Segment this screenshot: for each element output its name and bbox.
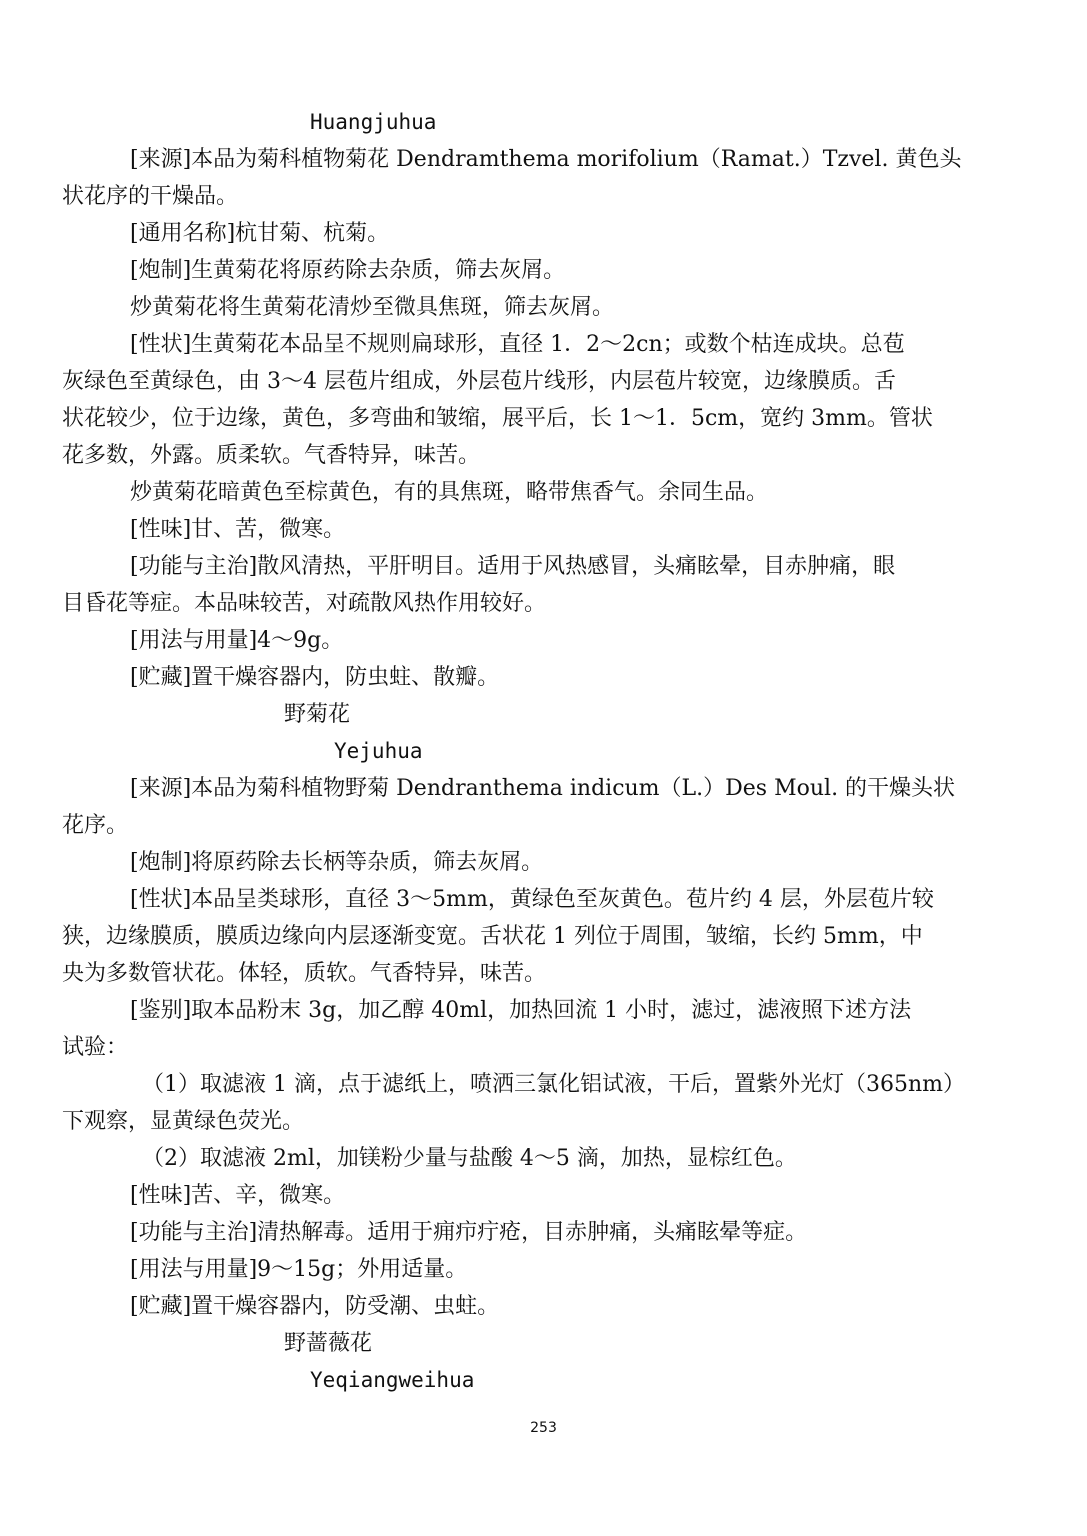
paragraph-line: 目昏花等症。本品味较苦，对疏散风热作用较好。: [62, 591, 547, 616]
paragraph-line: [鉴别]取本品粉末 3g，加乙醇 40ml，加热回流 1 小时，滤过，滤液照下述方法: [130, 998, 912, 1023]
paragraph-line: 狭，边缘膜质，膜质边缘向内层逐渐变宽。舌状花 1 列位于周围，皱缩，长约 5mm，中: [62, 924, 923, 949]
paragraph-line: [来源]本品为菊科植物菊花 Dendramthema morifolium（Ramat.）Tzvel. 黄色头: [130, 147, 962, 172]
paragraph-line: [用法与用量]9～15g；外用适量。: [130, 1257, 468, 1282]
paragraph-line: 炒黄菊花将生黄菊花清炒至微具焦斑，筛去灰屑。: [130, 295, 615, 320]
pinyin-title-yejuhua: Yejuhua: [334, 739, 423, 763]
paragraph-line: [性状]本品呈类球形，直径 3～5mm，黄绿色至灰黄色。苞片约 4 层，外层苞片较: [130, 887, 934, 912]
paragraph-line: [炮制]生黄菊花将原药除去杂质，筛去灰屑。: [130, 258, 566, 283]
paragraph-line: （1）取滤液 1 滴，点于滤纸上，喷洒三氯化铝试液，干后，置紫外光灯（365nm）: [142, 1072, 966, 1097]
entry-heading-yejuhua: 野菊花: [284, 702, 351, 727]
paragraph-line: 央为多数管状花。体轻，质软。气香特异，味苦。: [62, 961, 547, 986]
paragraph-line: 状花序的干燥品。: [62, 184, 239, 209]
paragraph-line: 下观察，显黄绿色荧光。: [62, 1109, 305, 1134]
paragraph-line: [通用名称]杭甘菊、杭菊。: [130, 221, 390, 246]
paragraph-line: [用法与用量]4～9g。: [130, 628, 344, 653]
paragraph-line: [性味]苦、辛，微寒。: [130, 1183, 346, 1208]
paragraph-line: 花多数，外露。质柔软。气香特异，味苦。: [62, 443, 481, 468]
entry-heading-yeqiangweihua: 野蔷薇花: [284, 1331, 373, 1356]
pinyin-title-yeqiangweihua: Yeqiangweihua: [310, 1368, 475, 1392]
paragraph-line: 灰绿色至黄绿色，由 3～4 层苞片组成，外层苞片线形，内层苞片较宽，边缘膜质。舌: [62, 369, 896, 394]
paragraph-line: [性状]生黄菊花本品呈不规则扁球形，直径 1．2～2cn；或数个枯连成块。总苞: [130, 332, 905, 357]
paragraph-line: 炒黄菊花暗黄色至棕黄色，有的具焦斑，略带焦香气。余同生品。: [130, 480, 769, 505]
paragraph-line: [贮藏]置干燥容器内，防受潮、虫蛀。: [130, 1294, 500, 1319]
paragraph-line: 状花较少，位于边缘，黄色，多弯曲和皱缩，展平后，长 1～1．5cm，宽约 3mm。管状: [62, 406, 933, 431]
paragraph-line: [性味]甘、苦，微寒。: [130, 517, 346, 542]
paragraph-line: 试验：: [62, 1035, 129, 1060]
paragraph-line: [炮制]将原药除去长柄等杂质，筛去灰屑。: [130, 850, 544, 875]
pinyin-title-huangjuhua: Huangjuhua: [310, 110, 437, 134]
page-number: 253: [530, 1420, 557, 1436]
paragraph-line: [来源]本品为菊科植物野菊 Dendranthema indicum（L.）Des Moul. 的干燥头状: [130, 776, 956, 801]
paragraph-line: [功能与主治]清热解毒。适用于痈疖疔疮，目赤肿痛，头痛眩晕等症。: [130, 1220, 808, 1245]
paragraph-line: [功能与主治]散风清热，平肝明目。适用于风热感冒，头痛眩晕，目赤肿痛，眼: [130, 554, 896, 579]
paragraph-line: （2）取滤液 2ml，加镁粉少量与盐酸 4～5 滴，加热，显棕红色。: [142, 1146, 797, 1171]
paragraph-line: 花序。: [62, 813, 129, 838]
paragraph-line: [贮藏]置干燥容器内，防虫蛀、散瓣。: [130, 665, 500, 690]
document-body: [62, 104, 1027, 1399]
